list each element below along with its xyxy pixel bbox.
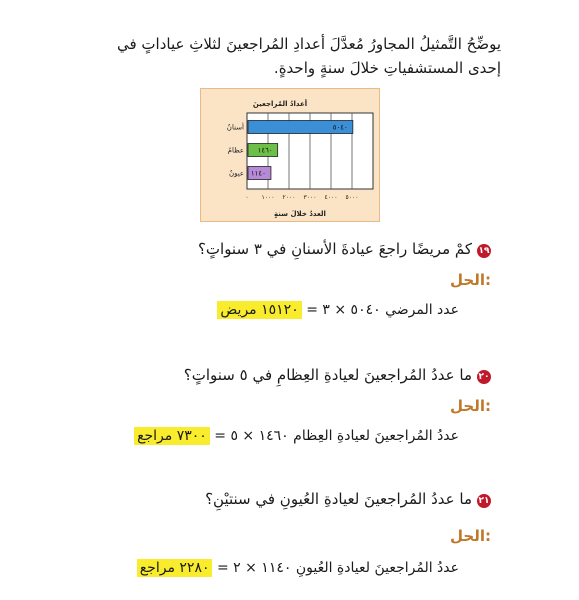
category-label: عيونٌ [228, 169, 244, 178]
question-text: ما عددُ المُراجعينَ لعيادةِ العِظامِ في ٥ سنواتٍ؟ [183, 366, 472, 384]
x-tick-label: ٥٠٠٠ [345, 194, 359, 201]
solution-label: الحل: [450, 527, 491, 545]
question-21 [205, 490, 491, 508]
solution-work [217, 302, 459, 318]
bar-value-label: ١٤٦٠ [257, 146, 273, 155]
x-tick-label: ٤٠٠٠ [324, 194, 338, 201]
question-text: كمْ مريضًا راجعَ عيادةَ الأسنانِ في ٣ سنواتٍ؟ [197, 240, 472, 258]
question-text: ما عددُ المُراجعينَ لعيادةِ العُيونِ في سنتيْنِ؟ [205, 490, 472, 508]
clinic-bar-chart [200, 88, 380, 222]
x-tick-label: ١٠٠٠ [261, 194, 275, 201]
solution-expression: عددُ المُراجعينَ لعيادةِ العُيونِ ١١٤٠ × ٢ = [216, 560, 459, 576]
solution-work [134, 428, 459, 444]
question-20 [184, 366, 491, 384]
intro-text [81, 32, 501, 80]
question-number-badge: ٢٠ [478, 372, 490, 382]
solution-answer: ٢٢٨٠ مراجع [137, 559, 213, 577]
x-axis-label: العددُ خلالَ سنةٍ [274, 210, 326, 218]
solution-answer: ٧٣٠٠ مراجع [134, 427, 210, 445]
x-tick-label: ٣٠٠٠ [303, 194, 317, 201]
solution-answer: ١٥١٢٠ مريض [217, 301, 301, 319]
x-tick-label: ٢٠٠٠ [282, 194, 296, 201]
solution-label: الحل: [450, 397, 491, 415]
solution-expression: عدد المرضي ٥٠٤٠ × ٣ = [306, 302, 459, 318]
solution-label: الحل: [450, 271, 491, 289]
chart-svg [201, 89, 381, 223]
bar-value-label: ١١٤٠ [250, 169, 266, 178]
bar-value-label: ٥٠٤٠ [332, 123, 348, 132]
category-label: عظامٌ [227, 146, 244, 155]
category-label: أسنانٌ [226, 123, 244, 132]
question-number-badge: ٢١ [478, 496, 490, 506]
intro-line-2: إحدى المستشفياتِ خلالَ سنةٍ واحدةٍ. [273, 59, 501, 77]
chart-title: أعدادُ المُراجعينَ [252, 100, 308, 108]
solution-work [137, 560, 459, 576]
question-number-badge: ١٩ [478, 246, 490, 256]
question-19 [198, 240, 491, 258]
intro-line-1: يوضِّحُ التَّمثيلُ المجاورُ مُعدَّلَ أعدادِ المُراجعينَ لثلاثِ عياداتٍ في [116, 35, 501, 53]
solution-expression: عددُ المُراجعينَ لعيادةِ العِظام ١٤٦٠ × ٥ = [214, 428, 459, 444]
x-tick-label: ٠ [245, 194, 249, 201]
